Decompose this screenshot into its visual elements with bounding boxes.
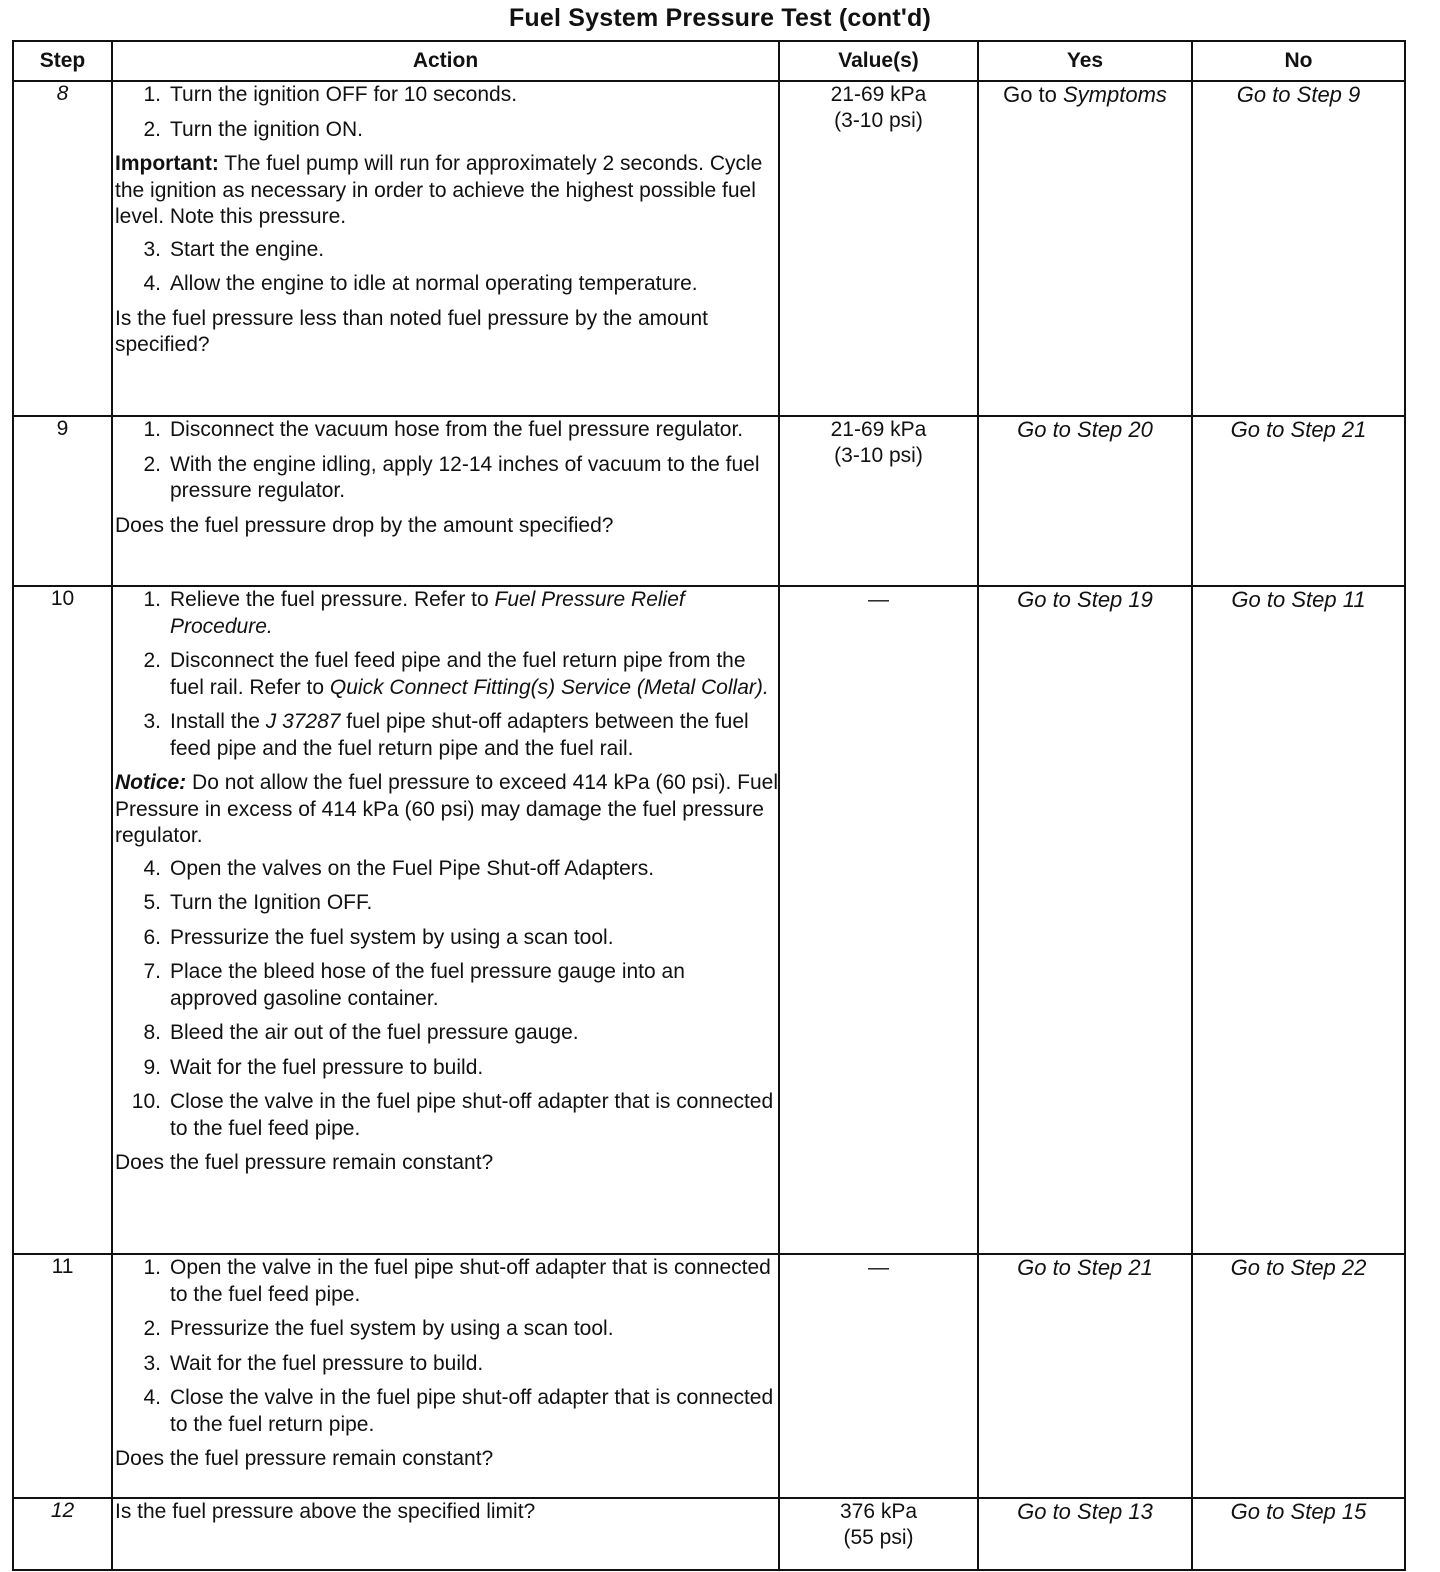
step-number: 11: [13, 1254, 112, 1498]
no-action[interactable]: Go to Step 15: [1192, 1498, 1405, 1570]
step-number: 10: [13, 586, 112, 1254]
step-number: 12: [13, 1498, 112, 1570]
list-item: 9. Wait for the fuel pressure to build.: [143, 1055, 484, 1079]
list-item: 4. Allow the engine to idle at normal operating temperature.: [143, 272, 698, 295]
list-item: 8. Bleed the air out of the fuel pressure gauge.: [143, 1021, 579, 1044]
header-step: Step: [13, 41, 112, 81]
reference-link[interactable]: Fuel Pressure Relief Procedure.: [170, 588, 685, 638]
yes-action[interactable]: Go to Step 13: [978, 1498, 1192, 1570]
yes-action[interactable]: Go to Step 21: [978, 1254, 1192, 1498]
notice-note: Notice: Do not allow the fuel pressure to exceed 414 kPa (60 psi). Fuel Pressure in excess of 414 kPa (60 psi) may damage the fuel pressure regulator.: [115, 771, 779, 847]
page-title: Fuel System Pressure Test (cont'd): [508, 4, 932, 32]
action-cell: [112, 1498, 779, 1570]
list-item: 1. Turn the ignition OFF for 10 seconds.: [143, 83, 518, 106]
step-question: Does the fuel pressure drop by the amount specified?: [115, 513, 614, 537]
table-row: [13, 1498, 1405, 1570]
list-item: 2. Disconnect the fuel feed pipe and the fuel return pipe from the fuel rail. Refer to Quick Connect Fitting(s) Service (Metal Collar).: [143, 649, 769, 699]
no-action[interactable]: Go to Step 21: [1192, 416, 1405, 586]
reference-link[interactable]: Quick Connect Fitting(s) Service (Metal Collar).: [329, 675, 769, 699]
list-item: 1. Disconnect the vacuum hose from the fuel pressure regulator.: [143, 418, 744, 441]
action-cell: [112, 416, 779, 586]
value-cell: 376 kPa (55 psi): [779, 1498, 978, 1570]
list-item: 3. Wait for the fuel pressure to build.: [143, 1351, 484, 1375]
table-row: [13, 1254, 1405, 1498]
step-question: Does the fuel pressure remain constant?: [115, 1151, 494, 1174]
table-row: [13, 416, 1405, 586]
tool-reference: J 37287: [265, 710, 341, 733]
list-item: 3. Start the engine.: [143, 237, 325, 261]
table-header-row: [13, 41, 1405, 81]
step-number: 8: [13, 81, 112, 416]
action-cell: [112, 586, 779, 1254]
symptoms-link[interactable]: Symptoms: [1063, 82, 1167, 107]
yes-action[interactable]: Go to Step 20: [978, 416, 1192, 586]
list-item: 7. Place the bleed hose of the fuel pressure gauge into an approved gasoline container.: [143, 960, 685, 1010]
value-cell: 21-69 kPa (3-10 psi): [779, 81, 978, 416]
important-note: Important: The fuel pump will run for approximately 2 seconds. Cycle the ignition as necessary in order to achieve the highest possible fuel level. Note this pressure.: [115, 152, 763, 228]
header-no: No: [1192, 41, 1405, 81]
list-item: 2. With the engine idling, apply 12-14 inches of vacuum to the fuel pressure regulator.: [143, 452, 760, 502]
value-cell: —: [779, 1254, 978, 1498]
list-item: 4. Close the valve in the fuel pipe shut-off adapter that is connected to the fuel return pipe.: [143, 1386, 774, 1436]
action-cell: [112, 81, 779, 416]
table-row: [13, 586, 1405, 1254]
no-action[interactable]: Go to Step 11: [1192, 586, 1405, 1254]
list-item: 2. Pressurize the fuel system by using a scan tool.: [143, 1317, 614, 1340]
value-cell: —: [779, 586, 978, 1254]
procedure-table: [12, 40, 1406, 1571]
no-action[interactable]: Go to Step 22: [1192, 1254, 1405, 1498]
step-question: Is the fuel pressure above the specified limit?: [115, 1500, 536, 1523]
list-item: 10. Close the valve in the fuel pipe shut-off adapter that is connected to the fuel feed pipe.: [131, 1090, 774, 1140]
header-values: Value(s): [779, 41, 978, 81]
list-item: 3. Install the J 37287 fuel pipe shut-off adapters between the fuel feed pipe and the fuel return pipe and the fuel rail.: [143, 710, 749, 760]
step-number: 9: [13, 416, 112, 586]
list-item: 5. Turn the Ignition OFF.: [143, 891, 373, 914]
value-cell: 21-69 kPa (3-10 psi): [779, 416, 978, 586]
table-row: [13, 81, 1405, 416]
no-action[interactable]: Go to Step 9: [1192, 81, 1405, 416]
list-item: 1. Relieve the fuel pressure. Refer to Fuel Pressure Relief Procedure.: [143, 588, 685, 638]
action-cell: [112, 1254, 779, 1498]
list-item: 6. Pressurize the fuel system by using a scan tool.: [143, 925, 614, 949]
header-action: Action: [112, 41, 779, 81]
yes-action[interactable]: Go to Step 19: [978, 586, 1192, 1254]
step-question: Does the fuel pressure remain constant?: [115, 1447, 494, 1470]
list-item: 1. Open the valve in the fuel pipe shut-off adapter that is connected to the fuel feed pipe.: [143, 1256, 771, 1306]
header-yes: Yes: [978, 41, 1192, 81]
yes-action: Go to Symptoms: [978, 81, 1192, 416]
list-item: 4. Open the valves on the Fuel Pipe Shut-off Adapters.: [143, 856, 655, 880]
step-question: Is the fuel pressure less than noted fuel pressure by the amount specified?: [115, 306, 709, 356]
list-item: 2. Turn the ignition ON.: [143, 117, 363, 141]
